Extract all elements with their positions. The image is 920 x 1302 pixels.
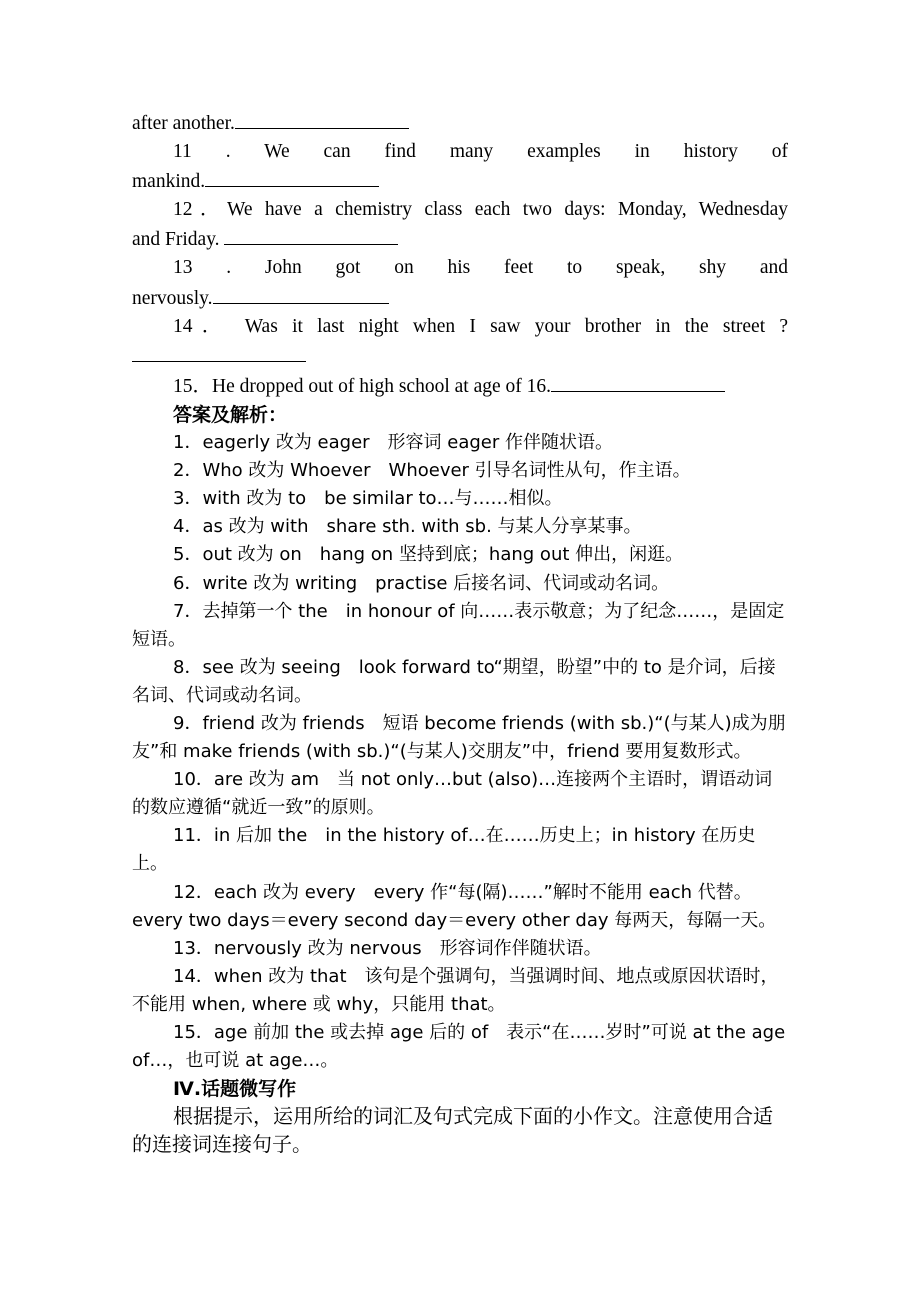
answer-item: 6．write 改为 writing practise 后接名词、代词或动名词。 xyxy=(173,572,670,594)
question-12-tail: and Friday. xyxy=(132,224,788,254)
word: . xyxy=(226,257,232,279)
word: We xyxy=(264,141,290,163)
writing-instruction: 根据提示，运用所给的词汇及句式完成下面的小作文。注意使用合适的连接词连接句子。 xyxy=(132,1106,773,1157)
question-13-tail: nervously. xyxy=(132,283,788,313)
word: examples xyxy=(527,141,601,163)
answer-blank[interactable] xyxy=(235,108,409,129)
question-14-tail xyxy=(132,341,788,371)
answers-list xyxy=(132,429,788,1075)
question-11-line xyxy=(132,138,788,166)
word: your xyxy=(534,315,571,337)
answer-item: 13．nervously 改为 nervous 形容词作伴随状语。 xyxy=(173,937,602,959)
answer-blank[interactable] xyxy=(132,341,306,362)
word: 14． xyxy=(173,315,231,337)
answer-item: 14．when 改为 that 该句是个强调句，当强调时间、地点或原因状语时，不能用 when, where 或 why，只能用 that。 xyxy=(132,965,779,1015)
answer-item: 3．with 改为 to be similar to…与……相似。 xyxy=(173,488,563,510)
word: last xyxy=(317,315,345,337)
answer-item: 9．friend 改为 friends 短语 become friends (with sb.)“(与某人)成为朋友”和 make friends (with sb.)“(与某人)交朋友”中，friend 要用复数形式。 xyxy=(132,712,786,763)
answers-heading: 答案及解析： xyxy=(173,403,288,426)
answer-item: 11．in 后加 the in the history of…在……历史上；in history 在历史上。 xyxy=(132,825,756,875)
answer-item: 12．each 改为 every every 作“每(隔)……”解时不能用 each 代替。every two days＝every second day＝every other day 每两天，每隔一天。 xyxy=(132,881,777,931)
answer-item: 1．eagerly 改为 eager 形容词 eager 作伴随状语。 xyxy=(173,432,614,454)
word: shy xyxy=(698,257,727,279)
word: John xyxy=(264,257,302,279)
question-14-line xyxy=(132,313,788,341)
word: Was xyxy=(244,315,278,337)
answer-item: 2．Who 改为 Whoever Whoever 引导名词性从句，作主语。 xyxy=(173,460,691,482)
question-11-tail: mankind. xyxy=(132,166,788,196)
answer-item: 8．see 改为 seeing look forward to“期望，盼望”中的 to 是介词，后接名词、代词或动名词。 xyxy=(132,656,776,706)
word: night xyxy=(358,315,399,337)
answer-item: 4．as 改为 with share sth. with sb. 与某人分享某事。 xyxy=(173,516,642,538)
word: speak, xyxy=(615,257,666,279)
word: can xyxy=(323,141,351,163)
word: feet xyxy=(504,257,534,279)
writing-heading: Ⅳ.话题微写作 xyxy=(173,1078,297,1101)
word: find xyxy=(384,141,416,163)
question-10-tail: after another. xyxy=(132,108,788,138)
answer-blank[interactable] xyxy=(551,371,725,392)
word: and xyxy=(759,257,788,279)
word: I xyxy=(469,315,476,337)
question-13-line xyxy=(132,254,788,282)
word: in xyxy=(634,141,650,163)
answer-item: 10．are 改为 am 当 not only…but (also)…连接两个主语时，谓语动词的数应遵循“就近一致”的原则。 xyxy=(132,769,773,819)
word: street xyxy=(722,315,766,337)
answer-item: 5．out 改为 on hang on 坚持到底；hang out 伸出，闲逛。 xyxy=(173,544,684,566)
word: in xyxy=(655,315,671,337)
word: history xyxy=(683,141,738,163)
answer-blank[interactable] xyxy=(213,283,389,304)
document-page xyxy=(132,108,788,1159)
word: when xyxy=(412,315,456,337)
word: got xyxy=(335,257,361,279)
question-15: 15．He dropped out of high school at age of 16. xyxy=(132,371,788,401)
word: it xyxy=(292,315,303,337)
word: 11 xyxy=(173,141,192,163)
word: ? xyxy=(779,315,789,337)
word: to xyxy=(567,257,583,279)
word: on xyxy=(394,257,414,279)
answer-item: 7．去掉第一个 the in honour of 向……表示敬意；为了纪念……，是固定短语。 xyxy=(132,600,785,650)
word: his xyxy=(447,257,471,279)
word: of xyxy=(771,141,789,163)
answer-item: 15．age 前加 the 或去掉 age 后的 of 表示“在……岁时”可说 at the age of…，也可说 at age…。 xyxy=(132,1022,786,1072)
word: the xyxy=(684,315,709,337)
word: brother xyxy=(584,315,642,337)
word: 13 xyxy=(173,257,193,279)
answer-blank[interactable] xyxy=(224,224,398,245)
question-12-line: 12．We have a chemistry class each two days: Monday, Wednesday xyxy=(173,199,788,221)
answer-blank[interactable] xyxy=(205,166,379,187)
word: saw xyxy=(490,315,521,337)
word: . xyxy=(225,141,231,163)
word: many xyxy=(449,141,494,163)
